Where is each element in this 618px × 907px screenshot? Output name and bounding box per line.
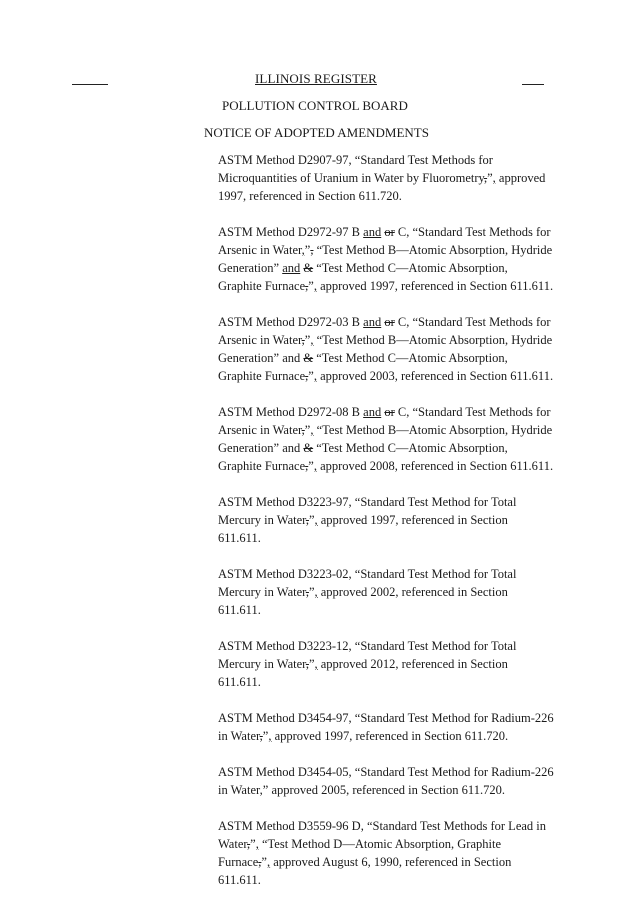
text-run: 611.611.: [218, 675, 261, 689]
text-run: ”: [304, 333, 311, 347]
reference-entry: [218, 709, 558, 745]
text-run: Arsenic in Water: [218, 423, 302, 437]
inserted-text: and: [363, 405, 382, 419]
inserted-text: ,: [492, 171, 496, 185]
inserted-text: and: [282, 261, 301, 275]
inserted-text: ,: [314, 585, 318, 599]
entry-line: [218, 367, 558, 385]
text-run: C, “Standard Test Methods for: [394, 225, 551, 239]
entry-line: [218, 601, 558, 619]
notice-heading: NOTICE OF ADOPTED AMENDMENTS: [204, 125, 429, 140]
text-run: “Test Method B—Atomic Absorption, Hydride: [313, 333, 553, 347]
entry-line: [218, 313, 558, 331]
entry-line: [218, 853, 558, 871]
reference-entry: [218, 151, 558, 205]
entry-line: [218, 835, 558, 853]
deleted-text: ,: [305, 657, 309, 671]
text-run: approved August 6, 1990, referenced in Section: [270, 855, 512, 869]
deleted-text: &: [303, 261, 314, 275]
text-run: ASTM Method D3223-12, “Standard Test Method for Total: [218, 639, 517, 653]
entry-line: [218, 349, 558, 367]
text-run: Graphite Furnace: [218, 459, 306, 473]
text-run: 611.611.: [218, 531, 261, 545]
entry-line: [218, 709, 558, 727]
text-run: ”: [304, 243, 311, 257]
text-run: approved 2012, referenced in Section: [317, 657, 508, 671]
inserted-text: and: [363, 225, 382, 239]
inserted-text: ,: [310, 423, 314, 437]
inserted-text: ,: [301, 243, 305, 257]
entry-line: [218, 439, 558, 457]
deleted-text: ,: [301, 333, 305, 347]
text-run: approved 2002, referenced in Section: [317, 585, 508, 599]
text-run: ”: [250, 837, 256, 851]
deleted-text: ,: [305, 585, 309, 599]
text-run: ”: [308, 279, 314, 293]
text-run: “Test Method C—Atomic Absorption,: [313, 441, 508, 455]
text-run: approved 1997, referenced in Section: [317, 513, 508, 527]
deleted-text: ,: [259, 729, 263, 743]
inserted-text: ,: [266, 855, 271, 869]
register-title: ILLINOIS REGISTER: [255, 71, 377, 86]
text-run: ASTM Method D2972-97 B: [218, 225, 364, 239]
deleted-text: ,: [483, 171, 488, 185]
text-run: approved 2008, referenced in Section 611.611.: [316, 459, 554, 473]
text-run: Graphite Furnace: [218, 369, 306, 383]
entry-line: [218, 529, 558, 547]
deleted-text: ,: [247, 837, 251, 851]
text-run: approved: [495, 171, 546, 185]
deleted-text: &: [303, 351, 314, 365]
text-run: ASTM Method D2907-97, “Standard Test Methods for: [218, 153, 493, 167]
text-run: “Test Method B—Atomic Absorption, Hydride: [313, 423, 553, 437]
text-run: ”: [308, 369, 314, 383]
entry-line: [218, 187, 558, 205]
inserted-text: ,: [310, 333, 314, 347]
text-run: Arsenic in Water: [218, 243, 302, 257]
text-run: ”: [308, 459, 314, 473]
text-run: Graphite Furnace: [218, 279, 306, 293]
text-run: ”: [487, 171, 493, 185]
entry-line: [218, 169, 558, 187]
reference-list: [218, 151, 558, 907]
reference-entry: [218, 763, 558, 799]
header-rule-right: [522, 84, 544, 85]
entry-line: [218, 583, 558, 601]
entry-line: [218, 223, 558, 241]
deleted-text: ,: [305, 369, 309, 383]
text-run: ASTM Method D2972-08 B: [218, 405, 364, 419]
text-run: approved 1997, referenced in Section 611.611.: [316, 279, 554, 293]
text-run: Furnace: [218, 855, 259, 869]
deleted-text: ,: [310, 243, 314, 257]
entry-line: [218, 403, 558, 421]
text-run: Water: [218, 837, 248, 851]
entry-line: [218, 457, 558, 475]
text-run: approved 2003, referenced in Section 611.611.: [316, 369, 554, 383]
reference-entry: [218, 817, 558, 889]
text-run: “Test Method C—Atomic Absorption,: [313, 261, 508, 275]
text-run: Mercury in Water: [218, 513, 306, 527]
text-run: Generation” and: [218, 441, 304, 455]
entry-line: [218, 259, 558, 277]
entry-line: [218, 763, 558, 781]
text-run: ASTM Method D2972-03 B: [218, 315, 364, 329]
text-run: ”: [308, 657, 315, 671]
text-run: 1997, referenced in Section 611.720.: [218, 189, 402, 203]
text-run: C, “Standard Test Methods for: [394, 405, 551, 419]
entry-line: [218, 421, 558, 439]
entry-line: [218, 511, 558, 529]
text-run: ASTM Method D3454-97, “Standard Test Method for Radium-226: [218, 711, 554, 725]
text-run: approved 1997, referenced in Section 611.720.: [271, 729, 509, 743]
text-run: “Test Method B—Atomic Absorption, Hydride: [313, 243, 553, 257]
text-run: Arsenic in Water: [218, 333, 302, 347]
text-run: C, “Standard Test Methods for: [394, 315, 551, 329]
reference-entry: [218, 403, 558, 475]
inserted-text: ,: [314, 657, 318, 671]
inserted-text: ,: [255, 837, 259, 851]
text-run: ASTM Method D3223-97, “Standard Test Method for Total: [218, 495, 517, 509]
inserted-text: ,: [314, 513, 318, 527]
entry-line: [218, 637, 558, 655]
text-run: ASTM Method D3454-05, “Standard Test Method for Radium-226: [218, 765, 554, 779]
entry-line: [218, 565, 558, 583]
deleted-text: ,: [305, 459, 309, 473]
text-run: Generation” and: [218, 351, 304, 365]
deleted-text: ,: [258, 855, 262, 869]
deleted-text: or: [384, 405, 395, 419]
text-run: ASTM Method D3223-02, “Standard Test Method for Total: [218, 567, 517, 581]
entry-line: [218, 151, 558, 169]
text-run: ”: [308, 513, 315, 527]
inserted-text: ,: [268, 729, 272, 743]
inserted-text: ,: [313, 369, 317, 383]
reference-entry: [218, 223, 558, 295]
deleted-text: ,: [305, 513, 309, 527]
text-run: ASTM Method D3559-96 D, “Standard Test Methods for Lead in: [218, 819, 547, 833]
text-run: Microquantities of Uranium in Water by Fluorometry: [218, 171, 484, 185]
entry-line: [218, 871, 558, 889]
text-run: ”: [304, 423, 311, 437]
deleted-text: ,: [301, 423, 305, 437]
text-run: in Water: [218, 729, 260, 743]
deleted-text: or: [384, 315, 395, 329]
text-run: Generation”: [218, 261, 283, 275]
entry-line: [218, 727, 558, 745]
entry-line: [218, 493, 558, 511]
entry-line: [218, 817, 558, 835]
entry-line: [218, 241, 558, 259]
entry-line: [218, 331, 558, 349]
text-run: ”: [262, 729, 269, 743]
entry-line: [218, 673, 558, 691]
text-run: Mercury in Water: [218, 585, 306, 599]
text-run: Mercury in Water: [218, 657, 306, 671]
deleted-text: ,: [305, 279, 309, 293]
reference-entry: [218, 565, 558, 619]
text-run: ”: [308, 585, 315, 599]
header-rule-left: [72, 84, 108, 85]
inserted-text: ,: [313, 459, 317, 473]
entry-line: [218, 277, 558, 295]
entry-line: [218, 781, 558, 799]
entry-line: [218, 655, 558, 673]
text-run: ”: [261, 855, 267, 869]
board-name: POLLUTION CONTROL BOARD: [222, 98, 408, 113]
reference-entry: [218, 493, 558, 547]
text-run: “Test Method C—Atomic Absorption,: [313, 351, 508, 365]
text-run: 611.611.: [218, 873, 261, 887]
inserted-text: and: [363, 315, 382, 329]
inserted-text: ,: [313, 279, 317, 293]
reference-entry: [218, 637, 558, 691]
deleted-text: &: [303, 441, 314, 455]
reference-entry: [218, 313, 558, 385]
text-run: 611.611.: [218, 603, 261, 617]
text-run: “Test Method D—Atomic Absorption, Graphite: [258, 837, 501, 851]
deleted-text: or: [384, 225, 395, 239]
text-run: in Water,” approved 2005, referenced in Section 611.720.: [218, 783, 505, 797]
